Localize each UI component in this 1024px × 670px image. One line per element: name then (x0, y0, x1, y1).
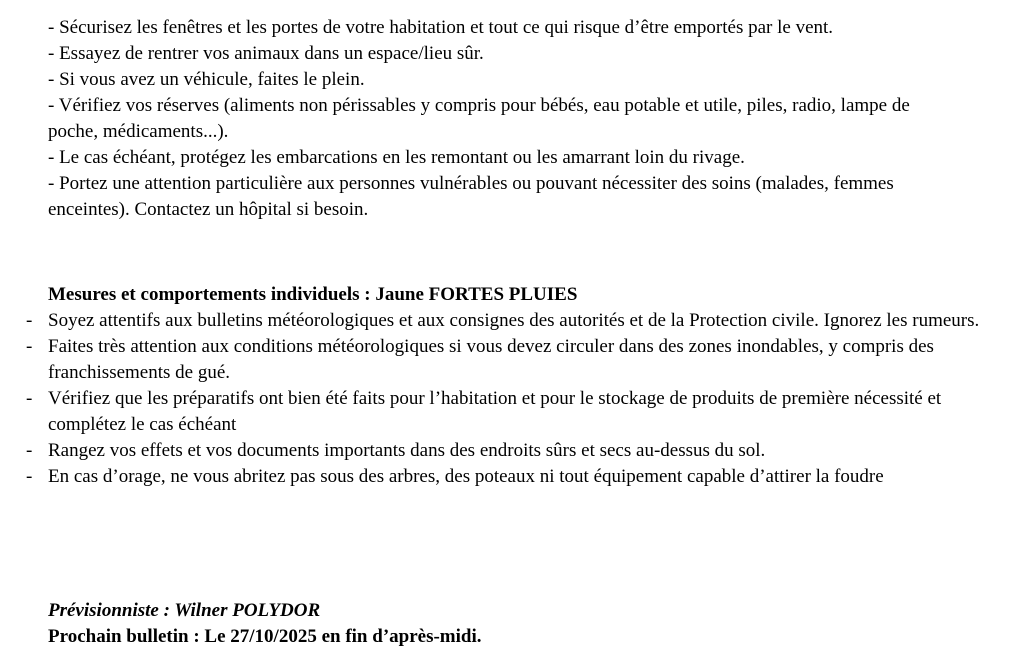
preparation-advice (48, 15, 928, 223)
list-dash: - (26, 440, 33, 461)
list-dash: - (26, 310, 33, 331)
list-item (26, 464, 1016, 490)
next-bulletin: Prochain bulletin : Le 27/10/2025 en fin d’après-midi. (48, 626, 482, 647)
advice-vehicle-fuel: - Si vous avez un véhicule, faites le plein. (48, 69, 365, 90)
list-dash: - (26, 388, 33, 409)
list-item (26, 438, 1016, 464)
advice-secure-windows: - Sécurisez les fenêtres et les portes de votre habitation et tout ce qui risque d’être emportés par le vent. (48, 17, 834, 38)
list-item-text: Faites très attention aux conditions météorologiques si vous devez circuler dans des zones inondables, y compris des franchissements de gué. (48, 336, 934, 383)
list-item-text: Rangez vos effets et vos documents importants dans des endroits sûrs et secs au-dessus du sol. (48, 440, 766, 461)
advice-vulnerable-people: - Portez une attention particulière aux personnes vulnérables ou pouvant nécessiter des soins (malades, femmes enceintes). Contactez un hôpital si besoin. (48, 173, 894, 220)
list-dash: - (26, 336, 33, 357)
individual-measures-list (26, 308, 1016, 490)
advice-protect-boats: - Le cas échéant, protégez les embarcations en les remontant ou les amarrant loin du rivage. (48, 147, 745, 168)
list-item-text: En cas d’orage, ne vous abritez pas sous des arbres, des poteaux ni tout équipement capable d’attirer la foudre (48, 466, 884, 487)
advice-check-supplies: - Vérifiez vos réserves (aliments non périssables y compris pour bébés, eau potable et utile, piles, radio, lampe de poche, médicaments...). (48, 95, 910, 142)
section-title: Mesures et comportements individuels : Jaune FORTES PLUIES (48, 284, 578, 305)
advice-animals: - Essayez de rentrer vos animaux dans un espace/lieu sûr. (48, 43, 484, 64)
list-item (26, 386, 1016, 438)
list-dash: - (26, 466, 33, 487)
list-item-text: Vérifiez que les préparatifs ont bien été faits pour l’habitation et pour le stockage de produits de première nécessité et complétez le cas échéant (48, 388, 942, 435)
forecaster-name: Prévisionniste : Wilner POLYDOR (48, 600, 321, 621)
list-item (26, 334, 1016, 386)
list-item (26, 308, 1016, 334)
list-item-text: Soyez attentifs aux bulletins météorologiques et aux consignes des autorités et de la Protection civile. Ignorez les rumeurs. (48, 310, 980, 331)
